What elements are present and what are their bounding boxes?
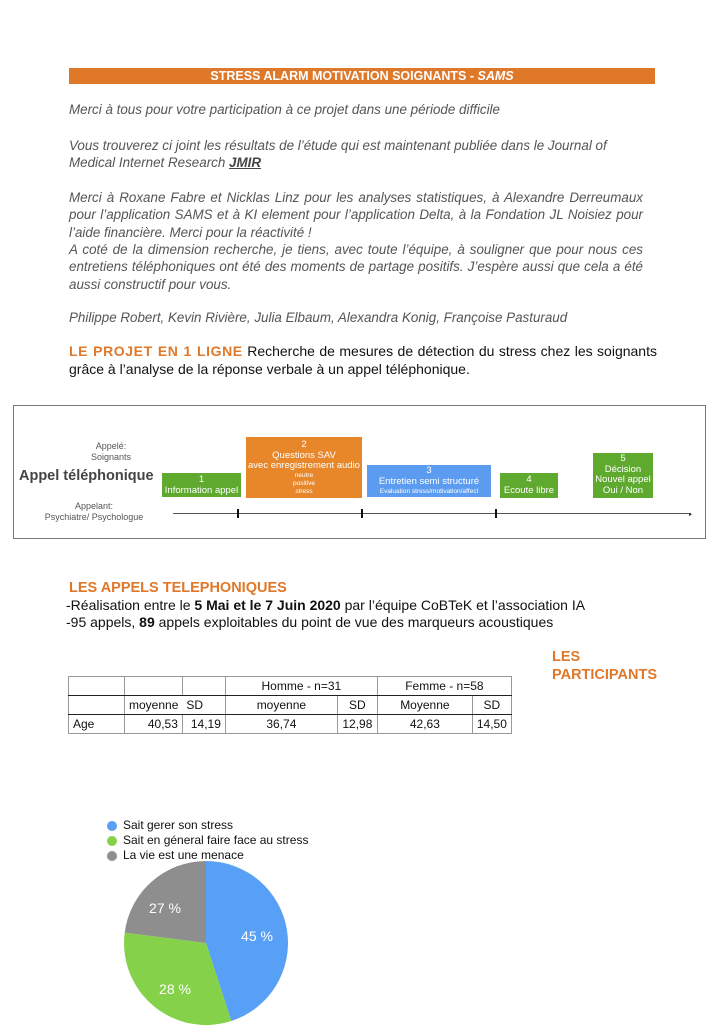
- participants-table: [68, 676, 512, 734]
- calls-heading: LES APPELS TELEPHONIQUES: [69, 580, 287, 596]
- calls-line-2-pre: 95 appels,: [70, 614, 140, 630]
- subheader-homme-moyenne: moyenne: [225, 696, 337, 715]
- step-5-box: [593, 453, 653, 498]
- subheader-homme-sd: SD: [337, 696, 377, 715]
- banner-title: STRESS ALARM MOTIVATION SOIGNANTS -: [210, 69, 478, 83]
- step-1-number: 1: [198, 474, 205, 485]
- age-homme-sd: 12,98: [337, 715, 377, 734]
- step-2-item: stress: [295, 487, 313, 495]
- caller-label: [24, 501, 164, 523]
- legend-item: [107, 818, 308, 833]
- step-2-box: [246, 437, 362, 498]
- age-mean: 40,53: [125, 715, 183, 734]
- title-banner: [69, 68, 655, 84]
- step-4-box: [500, 473, 558, 498]
- step-1-box: [162, 473, 241, 497]
- legend-label: La vie est une menace: [123, 848, 244, 862]
- bullet-dash: -: [66, 614, 71, 630]
- age-sd: 14,19: [182, 715, 225, 734]
- age-femme-mean: 42,63: [377, 715, 472, 734]
- step-5-title: Décision: [604, 463, 642, 475]
- calls-dates: 5 Mai et le 7 Juin 2020: [194, 597, 341, 613]
- call-process-diagram: [13, 405, 706, 539]
- table-cell: [125, 677, 183, 696]
- legend-dot-icon: [107, 851, 117, 861]
- group-header-homme: Homme - n=31: [225, 677, 377, 696]
- legend-label: Sait en géneral faire face au stress: [123, 833, 309, 847]
- step-2-title: Questions SAV: [272, 449, 336, 461]
- step-3-box: [367, 465, 491, 497]
- step-3-subtitle: Evaluation stress/motivation/affect: [379, 488, 479, 495]
- participants-heading-line1: LES: [552, 649, 581, 665]
- table-cell: [182, 677, 225, 696]
- calls-usable-count: 89: [139, 614, 155, 630]
- results-text: Vous trouverez ci joint les résultats de l’étude qui est maintenant publiée dans le Journal of Medical Internet Research: [69, 138, 607, 171]
- results-paragraph: [69, 137, 643, 172]
- caller-role-text: Psychiatre/ Psychologue: [44, 512, 144, 522]
- step-2-subtitle: avec enregistrement audio: [248, 460, 360, 471]
- legend-dot-icon: [107, 821, 117, 831]
- subheader-moyenne: moyenne: [125, 696, 183, 715]
- step-5-line3: Oui / Non: [602, 484, 644, 496]
- timeline-axis: [173, 513, 691, 514]
- timeline-tick: [237, 509, 239, 518]
- step-1-title: Information appel: [164, 485, 239, 496]
- closing-paragraph: A coté de la dimension recherche, je tiens, avec toute l’équipe, à souligner que pour nous ces entretiens téléphoniques ont été des moments de partage positifs. J’espère aussi que cela a été aussi constructif pour vous.: [69, 242, 643, 292]
- step-3-title: Entretien semi structuré: [378, 475, 480, 487]
- bullet-dash: -: [66, 597, 71, 613]
- table-subheader-row: [69, 696, 512, 715]
- project-text: Recherche de mesures de détection du stress chez les soignants grâce à l’analyse de la réponse verbale à un appel téléphonique.: [69, 343, 657, 377]
- table-cell: [69, 696, 125, 715]
- timeline-tick: [495, 509, 497, 518]
- jmir-link[interactable]: JMIR: [229, 155, 262, 171]
- pie-label-27: 27 %: [149, 900, 181, 916]
- credits-paragraph: Merci à Roxane Fabre et Nicklas Linz pour les analyses statistiques, à Alexandre Derreumaux pour l’application SAMS et à KI element pour l’application Delta, à la Fondation JL Noisiez pour l’aide financière. Merci pour la réactivité !: [69, 190, 643, 240]
- pie-legend: [107, 818, 308, 863]
- legend-dot-icon: [107, 836, 117, 846]
- signatories: Philippe Robert, Kevin Rivière, Julia Elbaum, Alexandra Konig, Françoise Pasturaud: [69, 310, 568, 325]
- timeline-tick: [361, 509, 363, 518]
- thanks-paragraph: Merci à tous pour votre participation à ce projet dans une période difficile: [69, 102, 500, 117]
- called-label-text: Appelé:: [95, 441, 127, 451]
- age-homme-mean: 36,74: [225, 715, 337, 734]
- step-5-line2: Nouvel appel: [595, 474, 651, 485]
- subheader-sd: SD: [182, 696, 225, 715]
- calls-line-2: [66, 614, 553, 631]
- banner-title-acronym: SAMS: [477, 69, 514, 83]
- table-row: [69, 715, 512, 734]
- step-3-number: 3: [426, 465, 432, 476]
- step-4-title: Ecoute libre: [503, 485, 555, 496]
- age-femme-sd: 14,50: [472, 715, 511, 734]
- pie-label-45: 45 %: [241, 928, 273, 944]
- project-heading: LE PROJET EN 1 LIGNE: [69, 343, 243, 359]
- step-4-number: 4: [526, 474, 532, 485]
- called-role-text: Soignants: [90, 452, 132, 462]
- step-2-number: 2: [301, 439, 307, 450]
- subheader-femme-sd: SD: [472, 696, 511, 715]
- step-2-item: neutre: [294, 471, 314, 479]
- stress-pie-chart: [124, 861, 288, 1025]
- subheader-femme-moyenne: Moyenne: [377, 696, 472, 715]
- group-header-femme: Femme - n=58: [377, 677, 511, 696]
- table-header-row: [69, 677, 512, 696]
- participants-heading: [552, 648, 657, 684]
- calls-line-1: [66, 597, 585, 614]
- project-summary: [69, 342, 657, 378]
- timeline-arrow-icon: ▸: [689, 512, 693, 518]
- called-label: [66, 441, 156, 463]
- calls-line-1-post: par l’équipe CoBTeK et l’association IA: [340, 597, 586, 613]
- calls-line-2-post: appels exploitables du point de vue des marqueurs acoustiques: [154, 614, 554, 630]
- calls-line-1-pre: Réalisation entre le: [70, 597, 195, 613]
- legend-item: [107, 833, 308, 848]
- row-label-age: Age: [69, 715, 125, 734]
- table-cell: [69, 677, 125, 696]
- legend-label: Sait gerer son stress: [123, 818, 234, 832]
- step-5-number: 5: [620, 453, 626, 464]
- caller-label-text: Appelant:: [74, 501, 114, 511]
- diagram-title: Appel téléphonique: [19, 468, 154, 484]
- participants-heading-line2: PARTICIPANTS: [552, 667, 657, 683]
- step-2-item: positive: [292, 479, 316, 487]
- pie-label-28: 28 %: [159, 981, 191, 997]
